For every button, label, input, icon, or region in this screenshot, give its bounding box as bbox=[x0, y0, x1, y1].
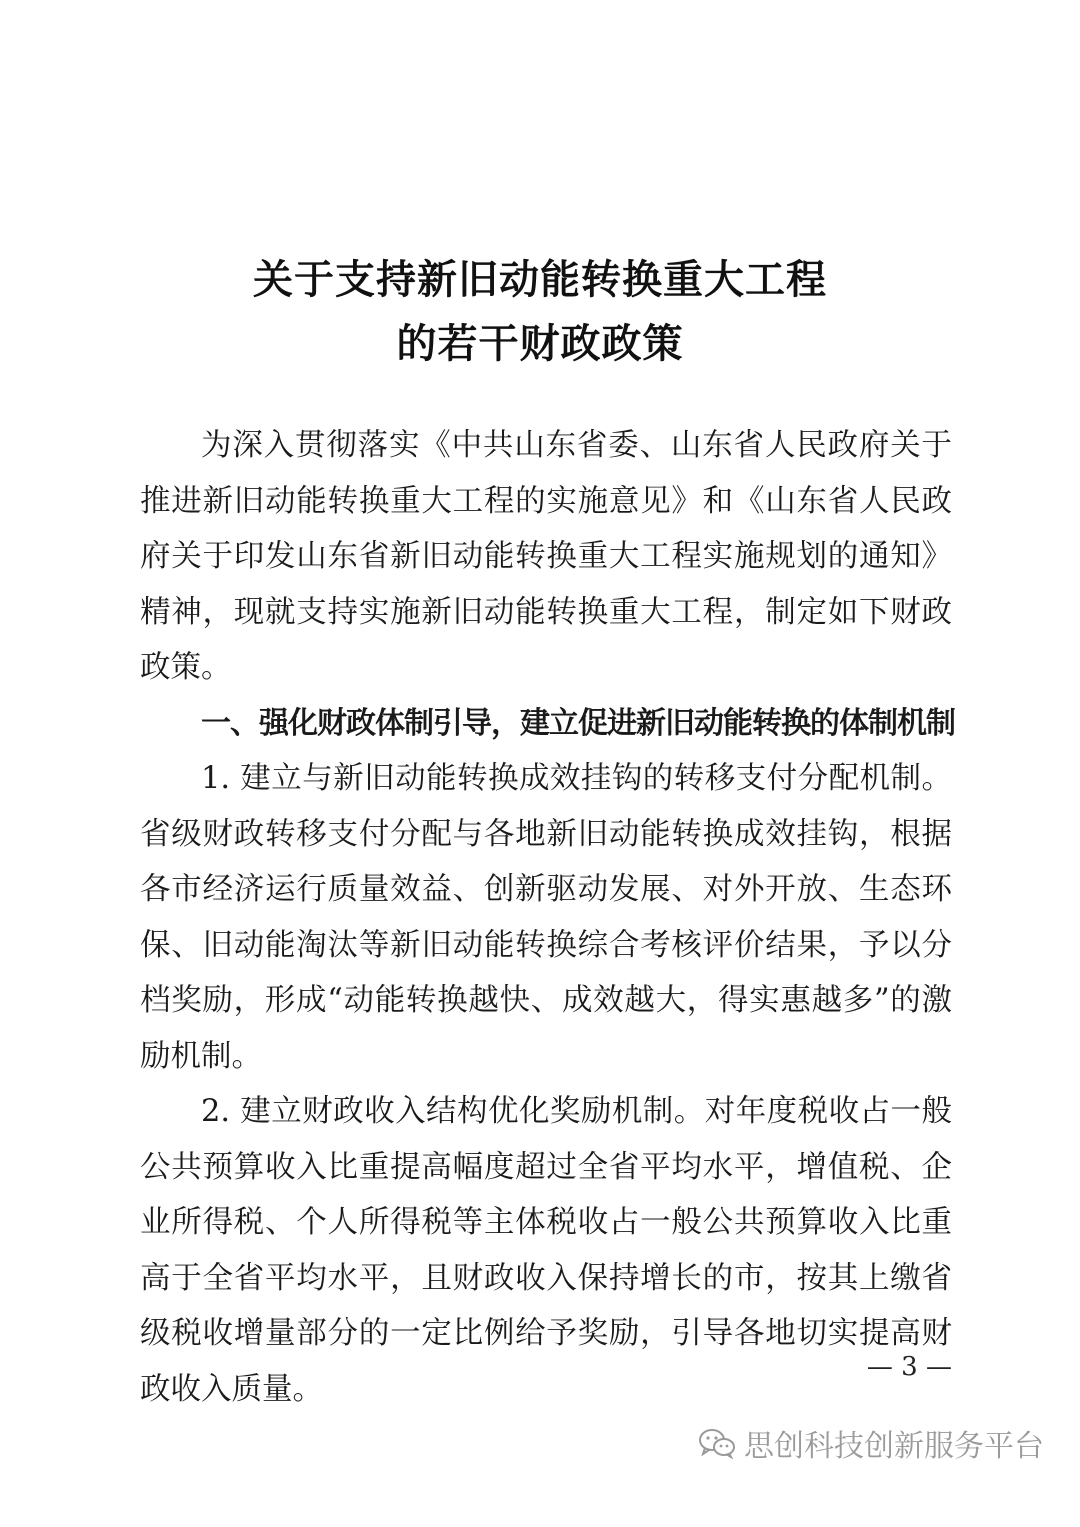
document-body bbox=[140, 418, 955, 1417]
clause-1-paragraph: 1. 建立与新旧动能转换成效挂钩的转移支付分配机制。省级财政转移支付分配与各地新旧动能转换成效挂钩，根据各市经济运行质量效益、创新驱动发展、对外开放、生态环保、旧动能淘汰等新旧动能转换综合考核评价结果，予以分档奖励，形成“动能转换越快、成效越大，得实惠越多”的激励机制。 bbox=[140, 761, 952, 1074]
page-number: — 3 — bbox=[866, 1352, 952, 1382]
watermark-text: 思创科技创新服务平台 bbox=[744, 1429, 1044, 1464]
document-title-line-2: 的若干财政政策 bbox=[396, 321, 684, 367]
intro-paragraph: 为深入贯彻落实《中共山东省委、山东省人民政府关于推进新旧动能转换重大工程的实施意见》和《山东省人民政府关于印发山东省新旧动能转换重大工程实施规划的通知》精神，现就支持实施新旧动能转换重大工程，制定如下财政政策。 bbox=[140, 428, 952, 685]
watermark bbox=[698, 1421, 1044, 1465]
document-title-line-1: 关于支持新旧动能转换重大工程 bbox=[253, 257, 827, 303]
clause-2-paragraph: 2. 建立财政收入结构优化奖励机制。对年度税收占一般公共预算收入比重提高幅度超过全省平均水平，增值税、企业所得税、个人所得税等主体税收占一般公共预算收入比重高于全省平均水平，且财政收入保持增长的市，按其上缴省级税收增量部分的一定比例给予奖励，引导各地切实提高财政收入质量。 bbox=[140, 1094, 952, 1407]
section-heading: 一、强化财政体制引导，建立促进新旧动能转换的体制机制 bbox=[201, 705, 955, 741]
wechat-icon bbox=[698, 1427, 736, 1459]
